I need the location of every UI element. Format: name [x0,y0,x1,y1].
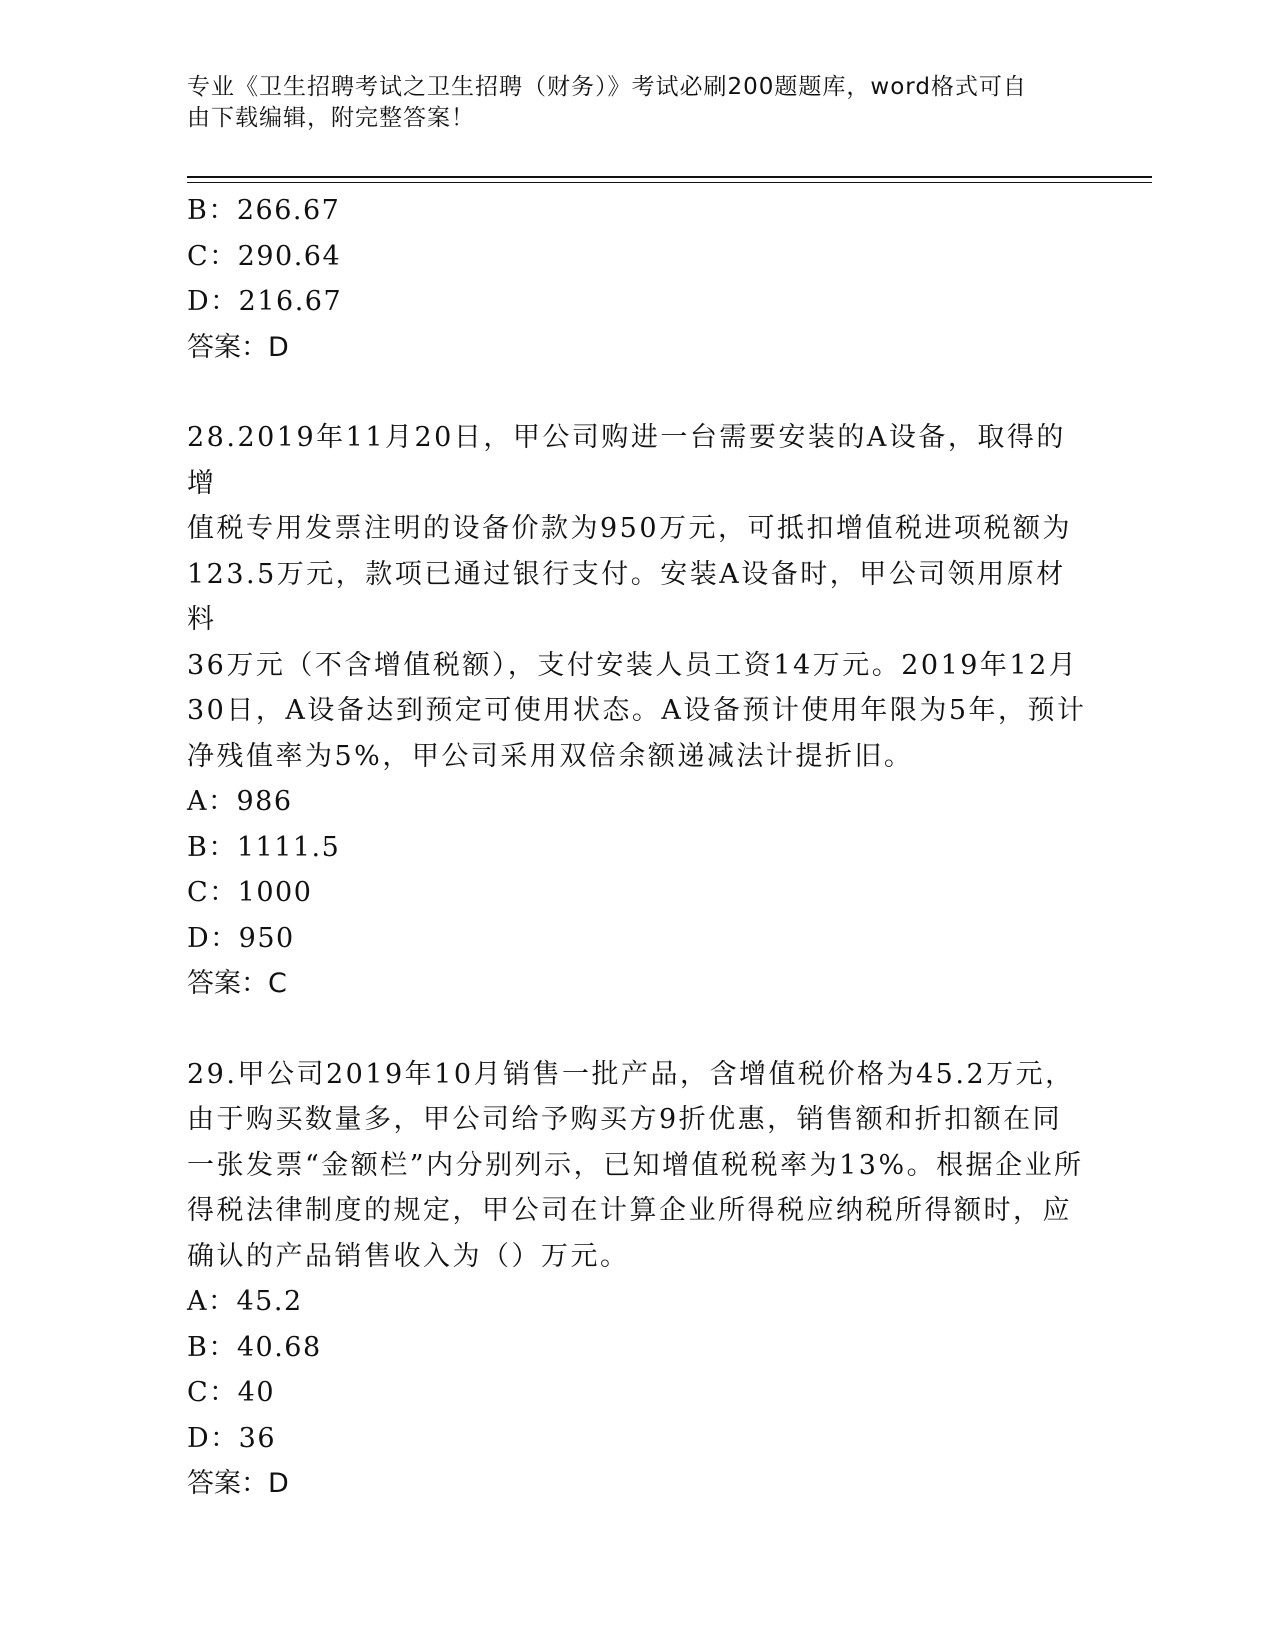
option-label: B [187,195,209,226]
question-text [187,1052,1087,1280]
option-b: B：266.67 [187,195,341,226]
option-label: A [187,786,208,817]
question-line: 30日，A设备达到预定可使用状态。A设备预计使用年限为5年，预计 [187,695,1087,726]
option-d: D：216.67 [187,286,343,317]
question-line: 一张发票“金额栏”内分别列示，已知增值税税率为13%。根据企业所 [187,1149,1084,1181]
question-29-block [187,1052,1087,1507]
option-value: 266.67 [236,195,341,226]
option-b: B：40.68 [187,1331,322,1363]
question-line: 29.甲公司2019年10月销售一批产品，含增值税价格为45.2万元， [187,1058,1075,1090]
option-label: A [187,1286,208,1317]
option-label: C [187,877,210,908]
header-divider-thin [187,182,1152,183]
question-28-block [187,415,1087,1007]
option-value: 290.64 [237,240,342,272]
question-line: 36万元（不含增值税额），支付安装人员工资14万元。2019年12月 [187,649,1079,681]
option-label: C [187,240,210,272]
option-a: A：45.2 [187,1286,303,1317]
document-header [187,72,1067,134]
option-value: 36 [238,1422,277,1454]
header-title-line-2: 由下载编辑，附完整答案！ [187,105,475,131]
option-value: 40.68 [236,1331,322,1363]
option-value: 1111.5 [236,831,341,863]
question-text [187,415,1087,779]
option-label: D [187,1422,211,1454]
question-line: 净残值率为5%，甲公司采用双倍余额递减法计提折旧。 [187,740,914,772]
question-line: 123.5万元，款项已通过银行支付。安装A设备时，甲公司领用原材料 [187,558,1066,635]
option-value: 40 [237,1377,276,1408]
option-label: B [187,1331,209,1363]
option-c: C：40 [187,1377,276,1408]
prev-question-block [187,188,1087,370]
question-line: 值税专用发票注明的设备价款为950万元，可抵扣增值税进项税额为 [187,513,1073,544]
answer-line: 答案：D [187,331,289,363]
header-title-line-1: 专业《卫生招聘考试之卫生招聘（财务）》考试必刷200题题库，word格式可自 [187,74,1027,100]
question-line: 28.2019年11月20日，甲公司购进一台需要安装的A设备，取得的增 [187,422,1066,499]
option-c: C：290.64 [187,240,342,272]
option-value: 216.67 [238,286,343,317]
option-value: 950 [238,922,295,954]
question-content [187,188,1087,1507]
question-line: 确认的产品销售收入为（）万元。 [187,1240,630,1272]
question-line: 由于购买数量多，甲公司给予购买方9折优惠，销售额和折扣额在同 [187,1104,1063,1135]
option-label: B [187,831,209,863]
answer-line: 答案：D [187,1468,289,1499]
answer-line: 答案：C [187,968,287,999]
option-d: D：950 [187,922,295,954]
option-c: C：1000 [187,877,313,908]
option-b: B：1111.5 [187,831,341,863]
option-value: 986 [236,786,293,817]
option-label: D [187,922,211,954]
option-a: A：986 [187,786,293,817]
option-value: 45.2 [236,1286,303,1317]
option-label: D [187,286,211,317]
option-d: D：36 [187,1422,277,1454]
option-label: C [187,1377,210,1408]
option-value: 1000 [237,877,313,908]
question-line: 得税法律制度的规定，甲公司在计算企业所得税应纳税所得额时，应 [187,1195,1072,1226]
header-divider-thick [187,176,1152,178]
